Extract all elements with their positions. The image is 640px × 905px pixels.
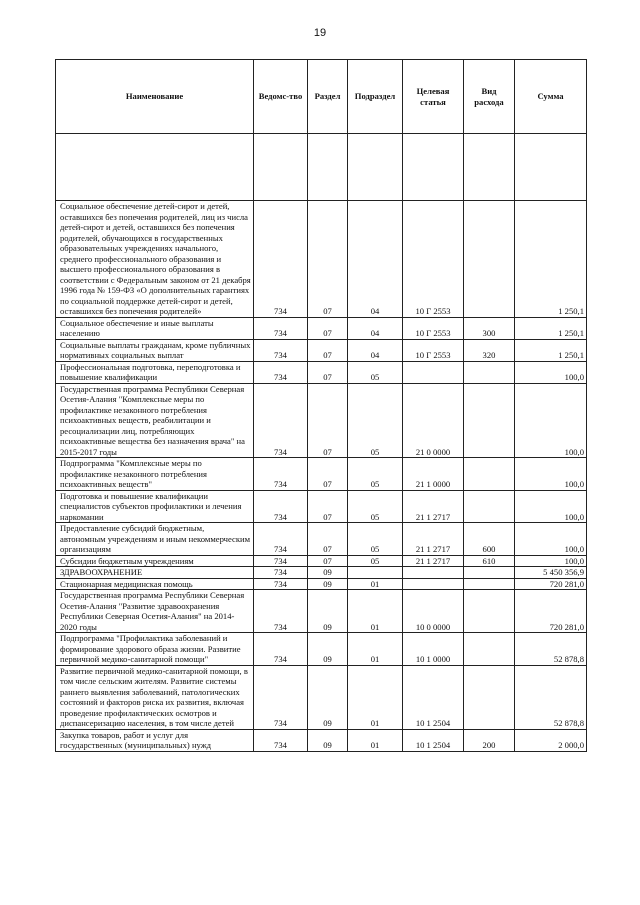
cell-summa: 100,0: [515, 490, 587, 523]
cell-vid: [464, 361, 515, 383]
cell-vid: [464, 633, 515, 666]
cell-ved: 734: [254, 523, 308, 556]
cell-razdel: 07: [308, 383, 348, 458]
table-row: [56, 317, 587, 339]
cell-podrazdel: 05: [348, 490, 403, 523]
cell-ved: 734: [254, 201, 308, 318]
cell-summa: 2 000,0: [515, 729, 587, 751]
cell-ved: 734: [254, 458, 308, 491]
cell-celevaya: 10 0 0000: [403, 590, 464, 633]
cell-summa: 100,0: [515, 458, 587, 491]
table-row: [56, 490, 587, 523]
cell-name: Государственная программа Республики Северная Осетия-Алания "Комплексные меры по профилактике незаконного потребления психоактивных веществ, реабилитации и ресоциализации лиц, потребляющих психоактивные вещества без назначения врача" на 2015-2017 годы: [56, 383, 254, 458]
cell-celevaya: 21 1 2717: [403, 490, 464, 523]
cell-razdel: 07: [308, 317, 348, 339]
cell-summa: 720 281,0: [515, 578, 587, 590]
cell-razdel: 07: [308, 555, 348, 567]
cell-ved: 734: [254, 729, 308, 751]
cell-razdel: 09: [308, 729, 348, 751]
cell-vid: [464, 665, 515, 729]
table-row: [56, 729, 587, 751]
cell-ved: 734: [254, 361, 308, 383]
cell-celevaya: 10 Г 2553: [403, 339, 464, 361]
cell-name: Подпрограмма "Комплексные меры по профилактике незаконного потребления психоактивных веществ": [56, 458, 254, 491]
cell-vid: [464, 567, 515, 579]
cell-summa: 1 250,1: [515, 201, 587, 318]
table-header-row: [56, 60, 587, 134]
cell-vid: 300: [464, 317, 515, 339]
cell-razdel: 07: [308, 490, 348, 523]
header-name: Наименование: [56, 60, 254, 134]
page-number: 19: [313, 27, 327, 39]
cell-name: ЗДРАВООХРАНЕНИЕ: [56, 567, 254, 579]
cell-name: Развитие первичной медико-санитарной помощи, в том числе сельским жителям. Развитие системы раннего выявления заболеваний, патологических состояний и факторов риска их развития, включая проведение профилактических осмотров и диспансеризацию населения, в том числе детей: [56, 665, 254, 729]
header-summa: Сумма: [515, 60, 587, 134]
table-row: [56, 555, 587, 567]
cell-razdel: 07: [308, 339, 348, 361]
cell-podrazdel: 01: [348, 578, 403, 590]
cell-ved: 734: [254, 633, 308, 666]
cell-razdel: 07: [308, 201, 348, 318]
cell-vid: [464, 578, 515, 590]
cell-celevaya: 21 0 0000: [403, 383, 464, 458]
cell-razdel: 09: [308, 567, 348, 579]
header-celevaya: Целевая статья: [403, 60, 464, 134]
table-body: [56, 134, 587, 752]
cell-vid: 320: [464, 339, 515, 361]
cell-vid: [464, 590, 515, 633]
cell-celevaya: [403, 578, 464, 590]
header-ved: Ведомс-тво: [254, 60, 308, 134]
cell-razdel: 07: [308, 523, 348, 556]
table-row: [56, 361, 587, 383]
cell-vid: 200: [464, 729, 515, 751]
cell-celevaya: 10 Г 2553: [403, 201, 464, 318]
cell-podrazdel: 01: [348, 729, 403, 751]
cell-name: Социальные выплаты гражданам, кроме публичных нормативных социальных выплат: [56, 339, 254, 361]
cell-name: Социальное обеспечение детей-сирот и детей, оставшихся без попечения родителей, лиц из числа детей-сирот и детей, оставшихся без попечения родителей, обучающихся в государственных образовательных учреждениях начального, среднего профессионального образования и высшего профессионального образования в соответствии с Федеральным законом от 21 декабря 1996 года № 159-ФЗ «О дополнительных гарантиях по социальной поддержке детей-сирот и детей, оставшихся без попечения родителей»: [56, 201, 254, 318]
cell-summa: 720 281,0: [515, 590, 587, 633]
cell-razdel: 09: [308, 633, 348, 666]
cell-celevaya: 21 1 2717: [403, 523, 464, 556]
cell-summa: 5 450 356,9: [515, 567, 587, 579]
cell-ved: 734: [254, 578, 308, 590]
table-row: [56, 383, 587, 458]
cell-razdel: 07: [308, 361, 348, 383]
cell-razdel: 07: [308, 458, 348, 491]
cell-vid: [464, 458, 515, 491]
cell-celevaya: [403, 567, 464, 579]
cell-celevaya: 21 1 0000: [403, 458, 464, 491]
header-vid: Вид расхода: [464, 60, 515, 134]
cell-ved: 734: [254, 555, 308, 567]
cell-celevaya: 10 1 0000: [403, 633, 464, 666]
cell-celevaya: [403, 361, 464, 383]
cell-ved: 734: [254, 590, 308, 633]
cell-razdel: 09: [308, 578, 348, 590]
cell-vid: [464, 490, 515, 523]
cell-celevaya: 10 Г 2553: [403, 317, 464, 339]
cell-ved: 734: [254, 339, 308, 361]
cell-name: Государственная программа Республики Северная Осетия-Алания "Развитие здравоохранения Республики Северная Осетия-Алания" на 2014-2020 годы: [56, 590, 254, 633]
cell-ved: 734: [254, 383, 308, 458]
table-row: [56, 201, 587, 318]
table-row: [56, 665, 587, 729]
table-row: [56, 590, 587, 633]
cell-podrazdel: 01: [348, 633, 403, 666]
cell-name: Подготовка и повышение квалификации специалистов субъектов профилактики и лечения наркомании: [56, 490, 254, 523]
cell-name: Профессиональная подготовка, переподготовка и повышение квалификации: [56, 361, 254, 383]
cell-vid: 610: [464, 555, 515, 567]
table-spacer-row: [56, 134, 587, 201]
cell-podrazdel: 04: [348, 317, 403, 339]
cell-ved: 734: [254, 567, 308, 579]
cell-name: Социальное обеспечение и иные выплаты населению: [56, 317, 254, 339]
cell-summa: 100,0: [515, 383, 587, 458]
table-row: [56, 458, 587, 491]
cell-podrazdel: 05: [348, 555, 403, 567]
cell-ved: 734: [254, 317, 308, 339]
cell-razdel: 09: [308, 665, 348, 729]
cell-celevaya: 21 1 2717: [403, 555, 464, 567]
header-razdel: Раздел: [308, 60, 348, 134]
cell-podrazdel: 01: [348, 590, 403, 633]
cell-summa: 52 878,8: [515, 633, 587, 666]
cell-summa: 1 250,1: [515, 339, 587, 361]
table-row: [56, 339, 587, 361]
cell-podrazdel: 01: [348, 665, 403, 729]
cell-name: Стационарная медицинская помощь: [56, 578, 254, 590]
header-podrazdel: Подраздел: [348, 60, 403, 134]
table-row: [56, 578, 587, 590]
cell-podrazdel: 05: [348, 458, 403, 491]
cell-podrazdel: 05: [348, 361, 403, 383]
cell-summa: 100,0: [515, 361, 587, 383]
cell-celevaya: 10 1 2504: [403, 729, 464, 751]
budget-table: [55, 59, 587, 752]
cell-vid: 600: [464, 523, 515, 556]
cell-summa: 52 878,8: [515, 665, 587, 729]
table-row: [56, 567, 587, 579]
cell-name: Закупка товаров, работ и услуг для государственных (муниципальных) нужд: [56, 729, 254, 751]
cell-podrazdel: 04: [348, 201, 403, 318]
cell-vid: [464, 201, 515, 318]
cell-vid: [464, 383, 515, 458]
cell-ved: 734: [254, 665, 308, 729]
table-row: [56, 523, 587, 556]
cell-razdel: 09: [308, 590, 348, 633]
cell-ved: 734: [254, 490, 308, 523]
cell-podrazdel: 04: [348, 339, 403, 361]
cell-summa: 1 250,1: [515, 317, 587, 339]
table-row: [56, 633, 587, 666]
cell-name: Предоставление субсидий бюджетным, автономным учреждениям и иным некоммерческим организациям: [56, 523, 254, 556]
cell-summa: 100,0: [515, 555, 587, 567]
cell-name: Субсидии бюджетным учреждениям: [56, 555, 254, 567]
cell-podrazdel: 05: [348, 383, 403, 458]
cell-name: Подпрограмма "Профилактика заболеваний и формирование здорового образа жизни. Развитие первичной медико-санитарной помощи": [56, 633, 254, 666]
cell-podrazdel: [348, 567, 403, 579]
cell-celevaya: 10 1 2504: [403, 665, 464, 729]
cell-podrazdel: 05: [348, 523, 403, 556]
cell-summa: 100,0: [515, 523, 587, 556]
